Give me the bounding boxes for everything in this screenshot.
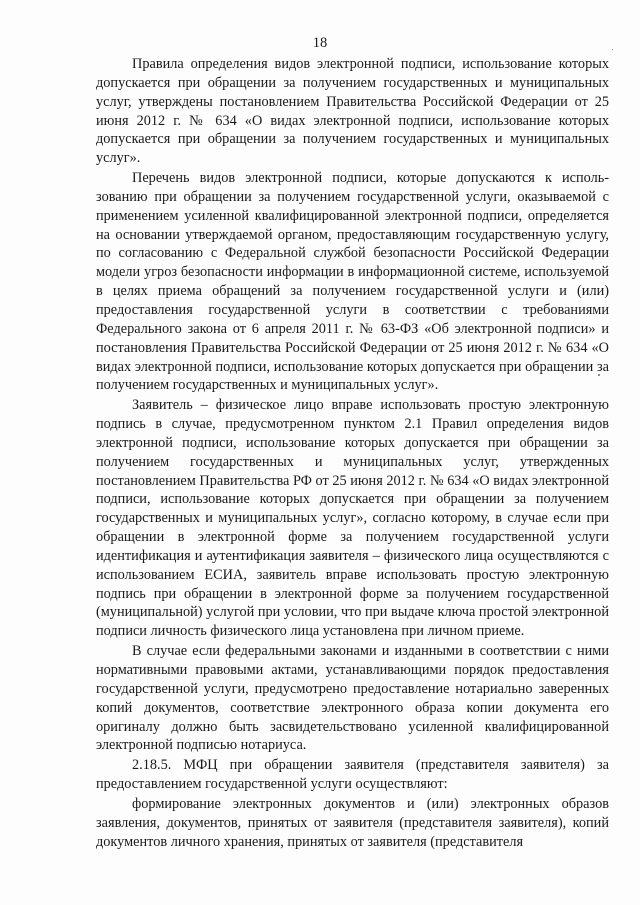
paragraph-signature-types-list: Перечень видов электронной подписи, которые допускаются к использованию при обращении за получением государственной услуги, оказываемой с применением усиленной квалифицированной электронной подписи, определяется на основании утверждаемой органом, предоставляющим государственную услугу, по согласованию с Федеральной службой безопасности Российской Федерации модели угроз безопасности информации в информационной системе, используемой в целях приема обращений за получением государственной услуги и (или) предоставления государственной услуги в соответствии с требованиями Федерального закона от 6 апреля 2011 г. № 63-ФЗ «Об электронной подписи» и постановления Правительства Российской Федерации от 25 июня 2012 г. № 634 «О видах электронной подписи, использование которых допускается при обращении за получением государственных и муниципальных услуг». bbox=[96, 170, 609, 394]
document-body bbox=[96, 55, 609, 851]
scan-speck bbox=[598, 374, 600, 376]
paragraph-notarized-copies: В случае если федеральными законами и изданными в соответствии с ними нормативными правовыми актами, устанавливающими порядок предоставления государственной услуги, предусмотрено предоставление нотариально заверенных копий документов, соответствие электронного образа копии документа его оригиналу должно быть засвидетельствовано усиленной квалифицированной электронной подписью нотариуса. bbox=[96, 643, 609, 754]
paragraph-mfc-duties: 2.18.5. МФЦ при обращении заявителя (представителя заявителя) за предоставлением государственной услуги осуществляют: bbox=[96, 757, 609, 793]
scan-speck bbox=[612, 49, 613, 50]
page-number: 18 bbox=[312, 35, 328, 51]
paragraph-electronic-documents: формирование электронных документов и (или) электронных образов заявления, документов, принятых от заявителя (представителя заявителя), копий документов личного хранения, принятых от заявителя (представителя bbox=[96, 795, 609, 850]
paragraph-simple-signature: Заявитель – физическое лицо вправе использовать простую электронную подпись в случае, предусмотренном пунктом 2.1 Правил определения видов электронной подписи, использование которых допускается при обращении за получением государственных и муниципальных услуг, утвержденных постановлением Правительства РФ от 25 июня 2012 г. № 634 «О видах электронной подписи, использование которых допускается при обращении за получением государственных и муниципальных услуг», согласно которому, в случае если при обращении в электронной форме за получением государственной услуги идентификация и аутентификация заявителя – физического лица осуществляются с использованием ЕСИА, заявитель вправе использовать простую электронную подпись при обращении в электронной форме за получением государственной (муниципальной) услугой при условии, что при выдаче ключа простой электронной подписи личность физического лица установлена при личном приеме. bbox=[96, 397, 609, 640]
paragraph-signature-rules: Правила определения видов электронной подписи, использование которых допускается при обращении за получением государственных и муниципальных услуг, утверждены постановлением Правительства Российской Федерации от 25 июня 2012 г. № 634 «О видах электронной подписи, использование которых допускается при обращении за получением государственных и муниципальных услуг». bbox=[96, 56, 609, 167]
